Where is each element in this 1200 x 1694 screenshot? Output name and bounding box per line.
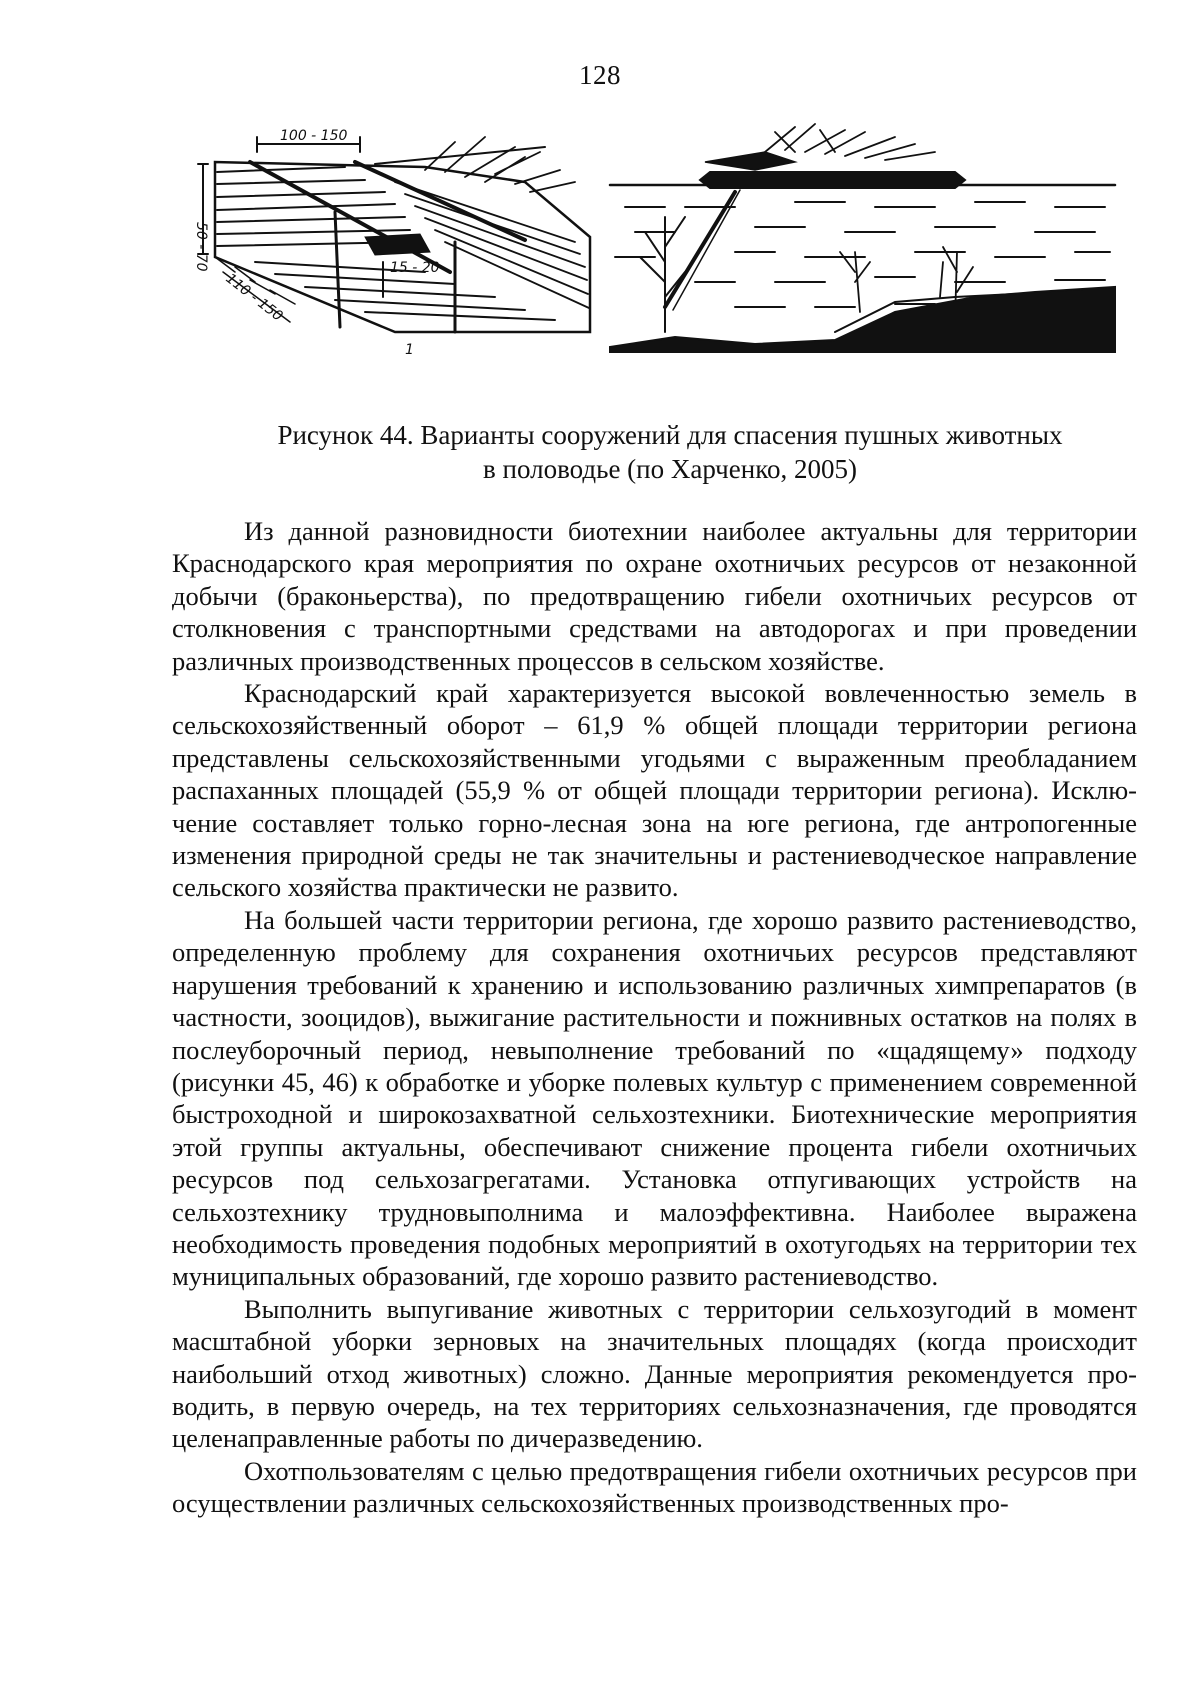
panel-label: 1 bbox=[405, 342, 414, 358]
paragraph: На большей части территории региона, где хорошо развито растениеводство, определенную проблему для сохранения охотничьих ресурсов представляют нарушения требований к хранению и использованию различных химпрепаратов (в частности, зооцидов), выжигание растительности и пожнивных остатков на полях в послеуборочный период, невыполнение требований по «щадящему» подходу (рисунки 45, 46) к обработке и уборке полевых культур с применением современной быстроходной и широкозахватной сельхозтехники. Биотехнические мероприятия этой группы актуальны, обеспечивают снижение процента гибели охотничьих ресурсов под сельхозагрегатами. Установка отпугивающих устройств на сельхозтехнику трудновыполнима и малоэффективна. Наиболее выражена необходимость проведения подобных мероприятий в охотугодьях на территории тех муниципальных образований, где хорошо развито растениеводство. bbox=[172, 904, 1137, 1292]
figure-illustration bbox=[195, 122, 1130, 412]
page-number: 128 bbox=[579, 60, 621, 90]
figure-caption bbox=[230, 418, 1110, 486]
dim-mid-label: 15 - 20 bbox=[390, 260, 440, 276]
paragraph: Охотпользователям с целью предотвращения гибели охотничьих ресурсов при осуществлении различных сельскохозяйственных производственных про- bbox=[172, 1455, 1137, 1519]
caption-line-1: Рисунок 44. Варианты сооружений для спасения пушных животных bbox=[277, 420, 1063, 450]
caption-line-2: в половодье (по Харченко, 2005) bbox=[483, 454, 857, 484]
paragraph: Краснодарский край характеризуется высокой вовлеченностью земель в сельскохозяйственный оборот – 61,9 % общей площади территории региона представлены сельскохозяйственными угодьями с выраженным преобладанием распаханных площадей (55,9 % от общей площади территории региона). Исключение составляет только горно-лесная зона на юге региона, где антропогенные изменения природной среды не так значительны и растениеводческое направление сельского хозяйства практически не развито. bbox=[172, 678, 1137, 903]
paragraph: Из данной разновидности биотехнии наиболее актуальны для территории Краснодарского края мероприятия по охране охотничьих ресурсов от незаконной добычи (браконьерства), по предотвращению гибели охотничьих ресурсов от столкновения с транспортными средствами на автодорогах и при проведении различных производственных процессов в сельском хозяйстве. bbox=[172, 516, 1137, 676]
floating-raft-structure bbox=[610, 124, 1115, 352]
figure-drawing bbox=[195, 122, 1130, 412]
body-text bbox=[172, 515, 1137, 1520]
dim-side-label: 50 - 70 bbox=[193, 222, 209, 272]
paragraph: Выполнить выпугивание животных с территории сельхозугодий в момент масштабной уборки зерновых на значительных площадях (когда происходит наибольший отход животных) сложно. Данные мероприятия рекомендуется проводить, в первую очередь, на тех территориях сельхозназначения, где проводятся целенаправленные работы по дичеразведению. bbox=[172, 1293, 1137, 1454]
dim-top-label: 100 - 150 bbox=[280, 128, 348, 144]
dim-bottom-label: 110 - 150 bbox=[222, 270, 286, 325]
